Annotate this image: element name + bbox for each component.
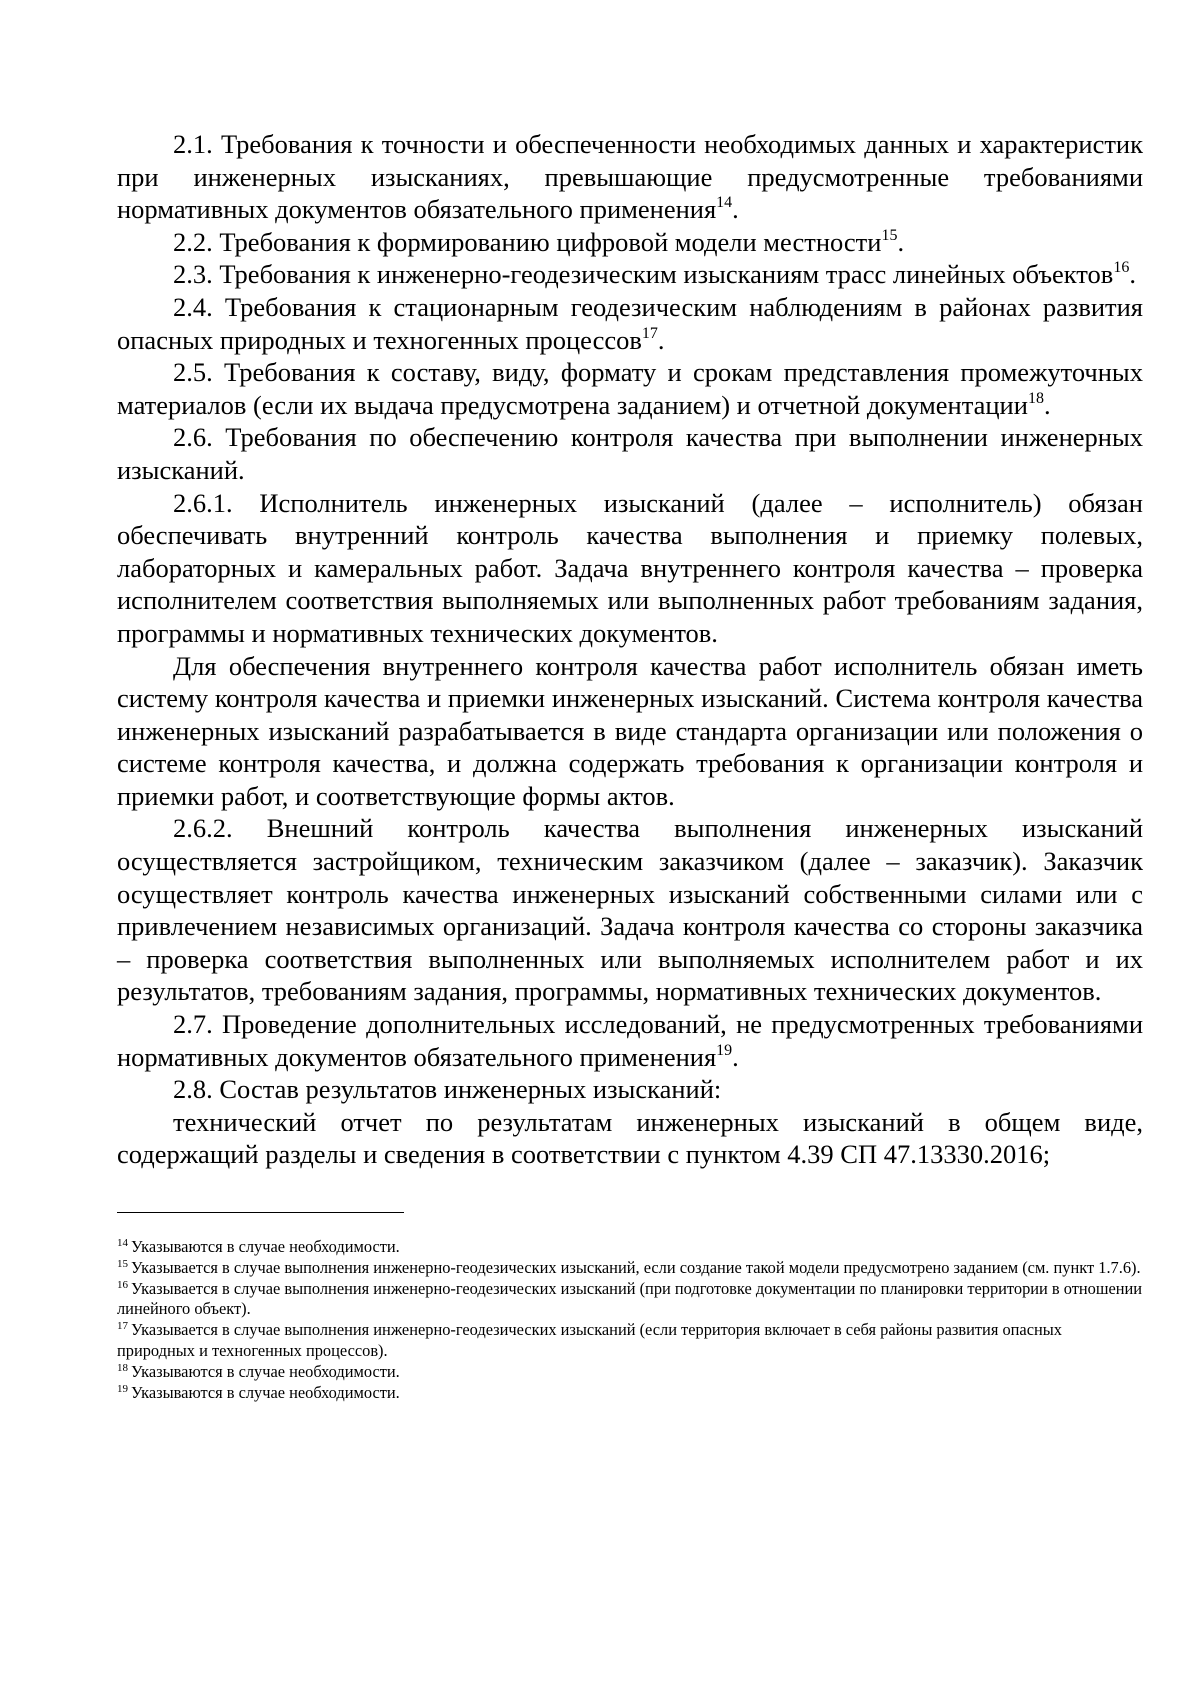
paragraph-2-6	[117, 421, 1143, 486]
paragraph-tail: .	[1043, 389, 1051, 420]
footnote-ref: 19	[716, 1041, 733, 1059]
paragraph-text: 2.6.1. Исполнитель инженерных изысканий (далее – исполнитель) обязан обеспечивать внутренний контроль качества выполнения и приемку полевых, лабораторных и камеральных работ. Задача внутреннего контроля качества – проверка исполнителем соответствия выполняемых или выполненных работ требованиям задания, программы и нормативных технических документов.	[117, 487, 1143, 648]
footnote-ref: 14	[716, 194, 733, 212]
paragraph-2-7	[117, 1008, 1143, 1073]
footnote-text: Указывается в случае выполнения инженерно-геодезических изысканий (при подготовке документации по планировки территории в отношении линейного объект).	[117, 1278, 1143, 1319]
paragraph-tail: .	[732, 1041, 739, 1072]
footnote-15	[117, 1258, 1143, 1279]
paragraph-text: технический отчет по результатам инженерных изысканий в общем виде, содержащий разделы и сведения в соответствии с пунктом 4.39 СП 47.13330.2016;	[117, 1106, 1143, 1170]
paragraph-2-6-2	[117, 812, 1143, 1008]
paragraph-text: 2.5. Требования к составу, виду, формату и срокам представления промежуточных материалов (если их выдача предусмотрена заданием) и отчетной документации	[117, 357, 1143, 420]
paragraph-text: 2.1. Требования к точности и обеспеченности необходимых данных и характеристик при инженерных изысканиях, превышающие предусмотренные требованиями нормативных документов обязательного применения	[117, 129, 1143, 225]
footnote-number: 16	[117, 1278, 128, 1291]
footnote-ref: 15	[881, 226, 898, 244]
footnote-ref: 16	[1113, 259, 1130, 277]
paragraph-2-5	[117, 356, 1143, 421]
paragraph-internal-control-system	[117, 650, 1143, 813]
footnote-text: Указываются в случае необходимости.	[131, 1237, 400, 1256]
footnote-ref: 17	[641, 324, 658, 342]
paragraph-text: 2.7. Проведение дополнительных исследований, не предусмотренных требованиями нормативных документов обязательного применения	[117, 1009, 1143, 1072]
paragraph-tail: .	[732, 194, 739, 225]
footnote-separator	[117, 1212, 404, 1213]
paragraph-text: 2.6.2. Внешний контроль качества выполнения инженерных изысканий осуществляется застройщиком, техническим заказчиком (далее – заказчик). Заказчик осуществляет контроль качества инженерных изысканий собственными силами или с привлечением независимых организаций. Задача контроля качества со стороны заказчика – проверка соответствия выполненных или выполняемых исполнителем работ и их результатов, требованиям задания, программы, нормативных технических документов.	[117, 813, 1143, 1007]
paragraph-text: 2.3. Требования к инженерно-геодезическим изысканиям трасс линейных объектов	[173, 259, 1114, 290]
footnote-number: 19	[117, 1382, 128, 1395]
paragraph-text: Для обеспечения внутреннего контроля качества работ исполнитель обязан иметь систему контроля качества и приемки инженерных изысканий. Система контроля качества инженерных изысканий разрабатывается в виде стандарта организации или положения о системе контроля качества, и должна содержать требования к организации контроля и приемки работ, и соответствующие формы актов.	[117, 650, 1143, 811]
paragraph-2-2	[117, 226, 1143, 259]
paragraph-2-6-1	[117, 487, 1143, 650]
main-text	[117, 128, 1143, 1171]
footnotes	[117, 1237, 1143, 1403]
paragraph-tail: .	[657, 324, 665, 355]
paragraph-tail: .	[1129, 259, 1136, 290]
footnote-19	[117, 1383, 1143, 1404]
paragraph-technical-report	[117, 1106, 1143, 1171]
footnote-number: 14	[117, 1237, 128, 1249]
footnote-ref: 18	[1027, 389, 1044, 407]
footnote-16	[117, 1279, 1143, 1321]
footnote-14	[117, 1237, 1143, 1258]
paragraph-text: 2.8. Состав результатов инженерных изысканий:	[173, 1074, 722, 1105]
footnote-number: 18	[117, 1361, 128, 1374]
footnote-text: Указываются в случае необходимости.	[131, 1361, 400, 1381]
footnote-17	[117, 1320, 1143, 1362]
paragraph-2-3	[117, 258, 1143, 291]
footnote-text: Указывается в случае выполнения инженерно-геодезических изысканий (если территория включает в себя районы развития опасных природных и техногенных процессов).	[117, 1320, 1062, 1360]
paragraph-2-1	[117, 128, 1143, 226]
paragraph-tail: .	[897, 226, 905, 257]
paragraph-text: 2.6. Требования по обеспечению контроля качества при выполнении инженерных изысканий.	[117, 422, 1143, 485]
paragraph-text: 2.2. Требования к формированию цифровой модели местности	[173, 226, 882, 257]
footnote-number: 15	[117, 1257, 128, 1270]
footnote-18	[117, 1362, 1143, 1383]
paragraph-text: 2.4. Требования к стационарным геодезическим наблюдениям в районах развития опасных природных и техногенных процессов	[117, 291, 1143, 355]
footnote-text: Указывается в случае выполнения инженерно-геодезических изысканий, если создание такой модели предусмотрено заданием (см. пункт 1.7.6).	[131, 1257, 1141, 1277]
document-page	[117, 128, 1143, 1403]
footnote-text: Указываются в случае необходимости.	[131, 1382, 400, 1402]
paragraph-2-8	[117, 1073, 1143, 1106]
paragraph-2-4	[117, 291, 1143, 356]
footnote-number: 17	[117, 1320, 128, 1333]
